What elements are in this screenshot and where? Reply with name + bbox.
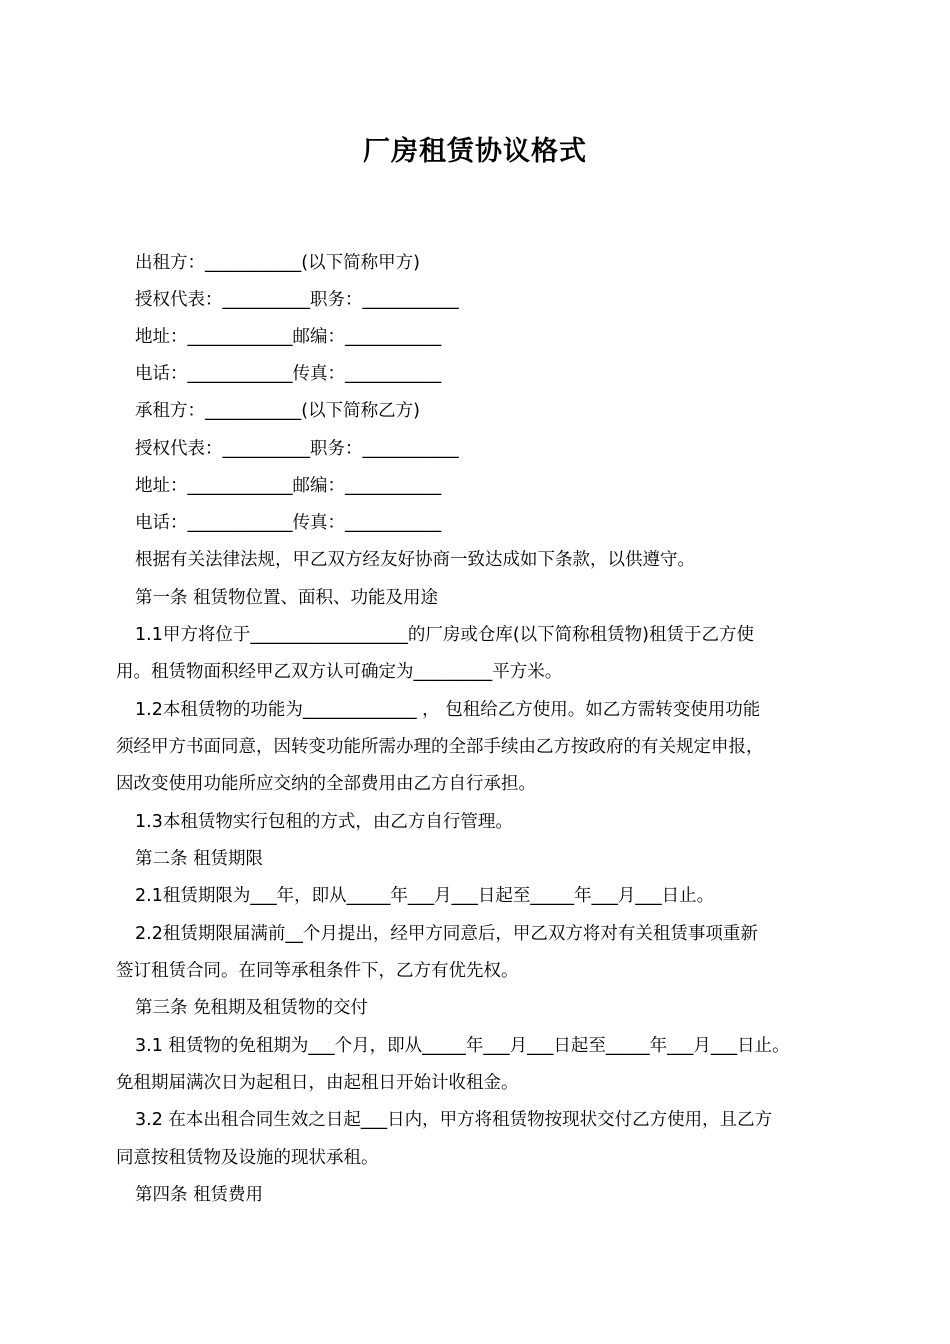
article-1-heading: 第一条 租赁物位置、面积、功能及用途 bbox=[135, 588, 439, 608]
clause-3-2-line-2: 同意按租赁物及设施的现状承租。 bbox=[116, 1148, 379, 1168]
lessor-address-line: 地址：____________邮编：___________ bbox=[135, 327, 442, 347]
article-3-heading: 第三条 免租期及租赁物的交付 bbox=[135, 998, 369, 1018]
clause-1-2-line-2: 须经甲方书面同意，因转变功能所需办理的全部手续由乙方按政府的有关规定申报， bbox=[116, 737, 764, 757]
lessor-line: 出租方：___________(以下简称甲方) bbox=[135, 253, 420, 273]
lessee-address-line: 地址：____________邮编：___________ bbox=[135, 476, 442, 496]
article-4-heading: 第四条 租赁费用 bbox=[135, 1185, 264, 1205]
article-2-heading: 第二条 租赁期限 bbox=[135, 849, 264, 869]
clause-1-1-line-2: 用。租赁物面积经甲乙双方认可确定为_________平方米。 bbox=[116, 662, 563, 682]
clause-3-2-line-1: 3.2 在本出租合同生效之日起___日内，甲方将租赁物按现状交付乙方使用，且乙方 bbox=[135, 1110, 773, 1130]
preamble-paragraph: 根据有关法律法规，甲乙双方经友好协商一致达成如下条款，以供遵守。 bbox=[135, 550, 695, 570]
clause-2-1: 2.1租赁期限为___年，即从_____年___月___日起至_____年___月___日止。 bbox=[135, 886, 715, 906]
clause-1-2-line-1: 1.2本租赁物的功能为_____________ ， 包租给乙方使用。如乙方需转变使用功能 bbox=[135, 700, 761, 720]
clause-1-1-line-1: 1.1甲方将位于__________________的厂房或仓库(以下简称租赁物)租赁于乙方使 bbox=[135, 625, 754, 645]
lessee-line: 承租方：___________(以下简称乙方) bbox=[135, 401, 420, 421]
lessee-phone-line: 电话：____________传真：___________ bbox=[135, 513, 442, 533]
clause-2-2-line-2: 签订租赁合同。在同等承租条件下，乙方有优先权。 bbox=[116, 961, 519, 981]
clause-3-1-line-2: 免租期届满次日为起租日，由起租日开始计收租金。 bbox=[116, 1073, 519, 1093]
clause-2-2-line-1: 2.2租赁期限届满前__个月提出，经甲方同意后，甲乙双方将对有关租赁事项重新 bbox=[135, 924, 758, 944]
document-title: 厂房租赁协议格式 bbox=[363, 136, 587, 167]
clause-1-3: 1.3本租赁物实行包租的方式，由乙方自行管理。 bbox=[135, 812, 513, 832]
lessor-phone-line: 电话：____________传真：___________ bbox=[135, 364, 442, 384]
clause-3-1-line-1: 3.1 租赁物的免租期为___个月，即从_____年___月___日起至_____年___月___日止。 bbox=[135, 1036, 790, 1056]
clause-1-2-line-3: 因改变使用功能所应交纳的全部费用由乙方自行承担。 bbox=[116, 774, 536, 794]
lessee-representative-line: 授权代表：__________职务：___________ bbox=[135, 439, 459, 459]
lessor-representative-line: 授权代表：__________职务：___________ bbox=[135, 290, 459, 310]
